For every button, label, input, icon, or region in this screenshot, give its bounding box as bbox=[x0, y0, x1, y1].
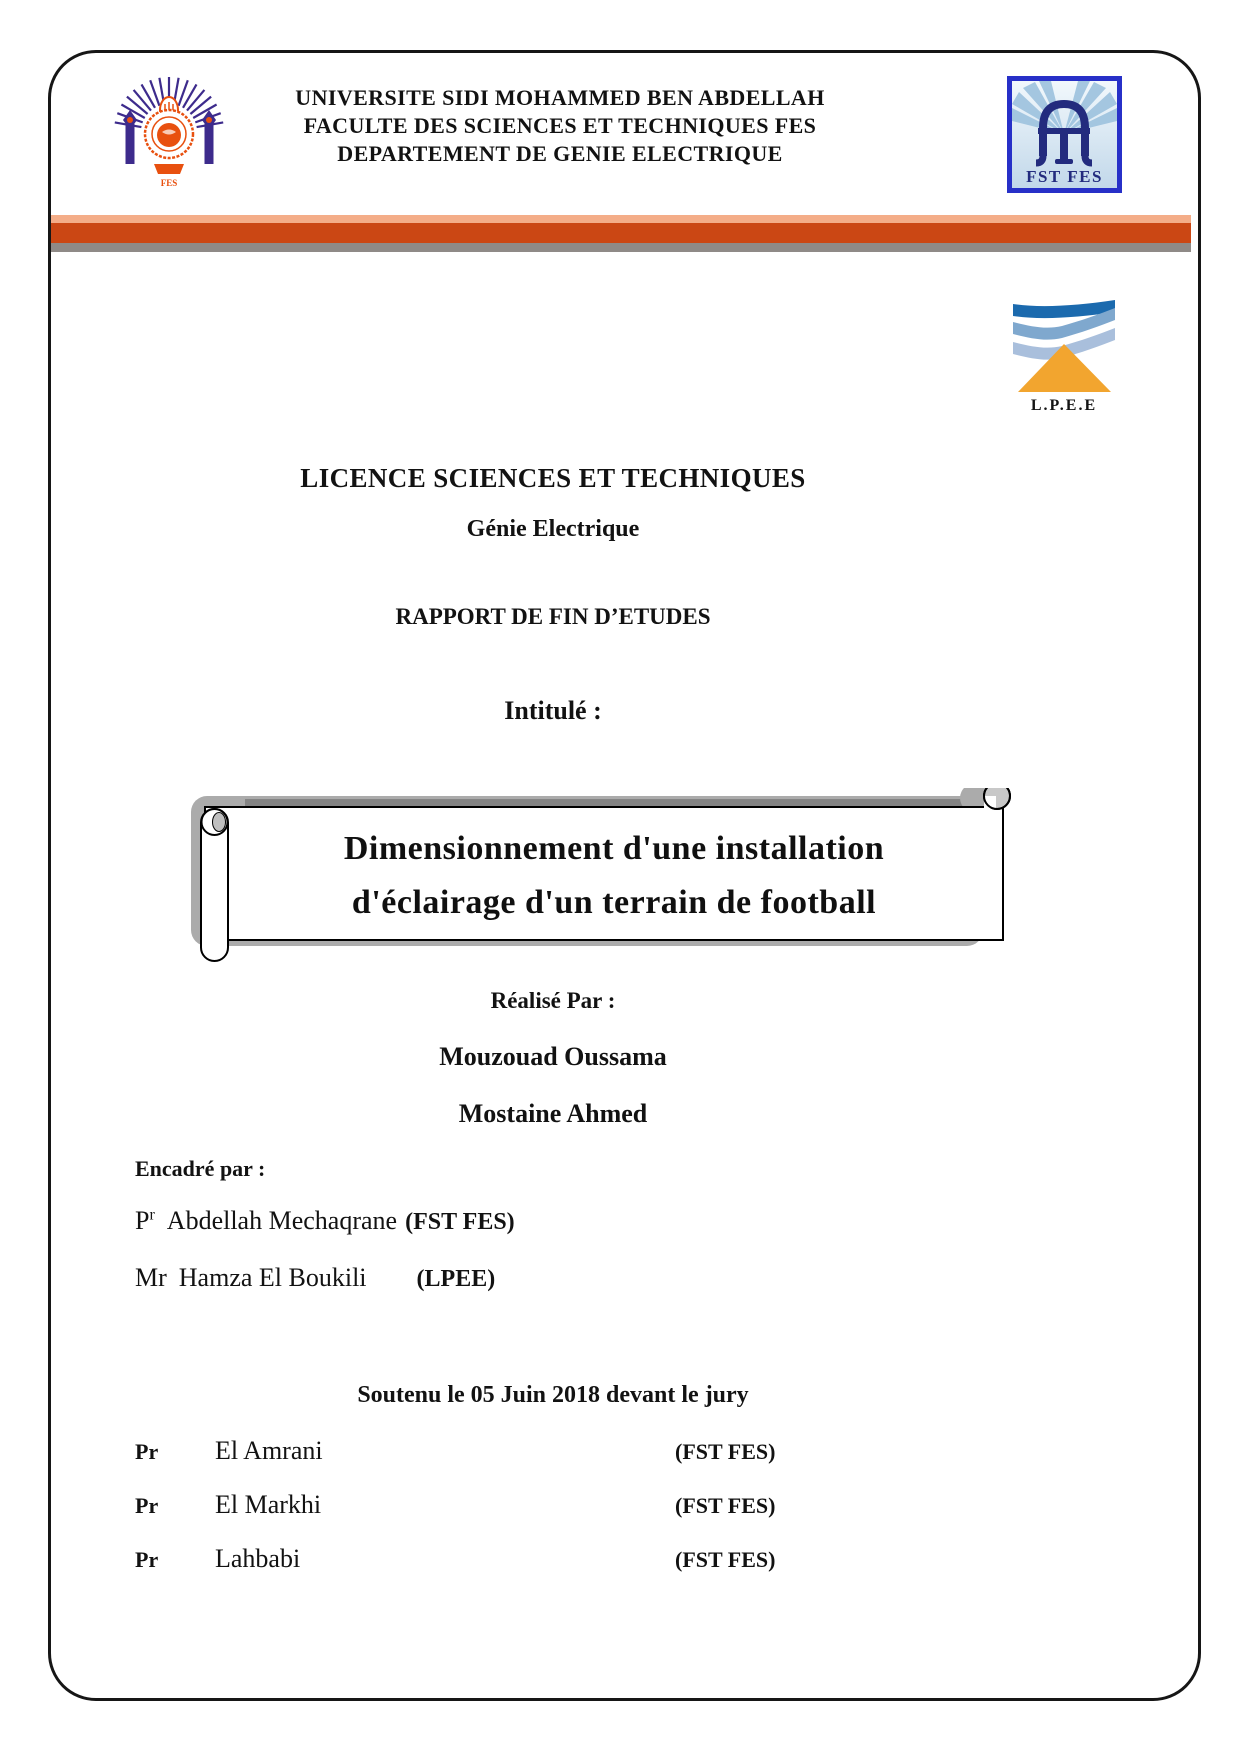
report-title-line2: d'éclairage d'un terrain de football bbox=[351, 884, 877, 921]
supervisor-prefix: P bbox=[135, 1206, 150, 1235]
jury-row bbox=[135, 1490, 815, 1522]
fst-logo-text: FST FES bbox=[1026, 167, 1103, 186]
authors-label: Réalisé Par : bbox=[490, 988, 616, 1013]
lpee-logo-text: L.P.E.E bbox=[1030, 397, 1098, 414]
supervisors-label: Encadré par : bbox=[135, 1156, 266, 1181]
supervisor-prefix-sup: r bbox=[149, 1206, 155, 1224]
jury-list bbox=[135, 1436, 815, 1598]
jury-member-name: Lahbabi bbox=[215, 1544, 301, 1573]
title-label: Intitulé : bbox=[504, 696, 602, 725]
banner-gray-stripe bbox=[51, 243, 1191, 252]
jury-row bbox=[135, 1436, 815, 1468]
banner-salmon-stripe bbox=[51, 215, 1191, 223]
jury-member-affiliation: (FST FES) bbox=[675, 1439, 776, 1464]
supervisor-affiliation: (LPEE) bbox=[416, 1266, 496, 1292]
author-name: Mouzouad Oussama bbox=[439, 1042, 667, 1071]
jury-member-name: El Amrani bbox=[215, 1436, 323, 1465]
jury-member-title: Pr bbox=[135, 1439, 159, 1464]
header-line-department: DEPARTEMENT DE GENIE ELECTRIQUE bbox=[337, 141, 783, 166]
supervisor-line bbox=[135, 1263, 495, 1293]
supervisor-line bbox=[135, 1206, 515, 1236]
report-type-title: RAPPORT DE FIN D’ETUDES bbox=[395, 604, 711, 629]
title-scroll-banner bbox=[185, 788, 1015, 970]
degree-title: LICENCE SCIENCES ET TECHNIQUES bbox=[300, 463, 806, 493]
supervisor-affiliation: (FST FES) bbox=[405, 1209, 515, 1235]
jury-member-affiliation: (FST FES) bbox=[675, 1547, 776, 1572]
jury-member-affiliation: (FST FES) bbox=[675, 1493, 776, 1518]
jury-member-title: Pr bbox=[135, 1493, 159, 1518]
header-line-university: UNIVERSITE SIDI MOHAMMED BEN ABDELLAH bbox=[295, 85, 825, 110]
defense-heading: Soutenu le 05 Juin 2018 devant le jury bbox=[357, 1382, 749, 1408]
jury-row bbox=[135, 1544, 815, 1576]
header-institution-block bbox=[235, 84, 885, 168]
banner-orange-stripe bbox=[51, 223, 1191, 243]
emblem-fes-text: FES bbox=[160, 178, 178, 188]
supervisor-name: Abdellah Mechaqrane bbox=[166, 1206, 398, 1235]
specialty-title: Génie Electrique bbox=[466, 516, 640, 542]
lpee-logo-icon bbox=[1005, 296, 1123, 421]
university-logo-icon bbox=[112, 72, 227, 202]
author-name: Mostaine Ahmed bbox=[458, 1099, 648, 1128]
jury-member-title: Pr bbox=[135, 1547, 159, 1572]
jury-member-name: El Markhi bbox=[215, 1490, 322, 1519]
header-line-faculty: FACULTE DES SCIENCES ET TECHNIQUES FES bbox=[303, 113, 817, 138]
fst-fes-logo-icon bbox=[1007, 76, 1122, 198]
supervisor-name: Hamza El Boukili bbox=[178, 1263, 367, 1292]
report-title bbox=[243, 822, 985, 930]
tricolor-banner bbox=[51, 215, 1191, 252]
supervisor-prefix: Mr bbox=[135, 1263, 167, 1292]
report-title-line1: Dimensionnement d'une installation bbox=[343, 830, 885, 867]
